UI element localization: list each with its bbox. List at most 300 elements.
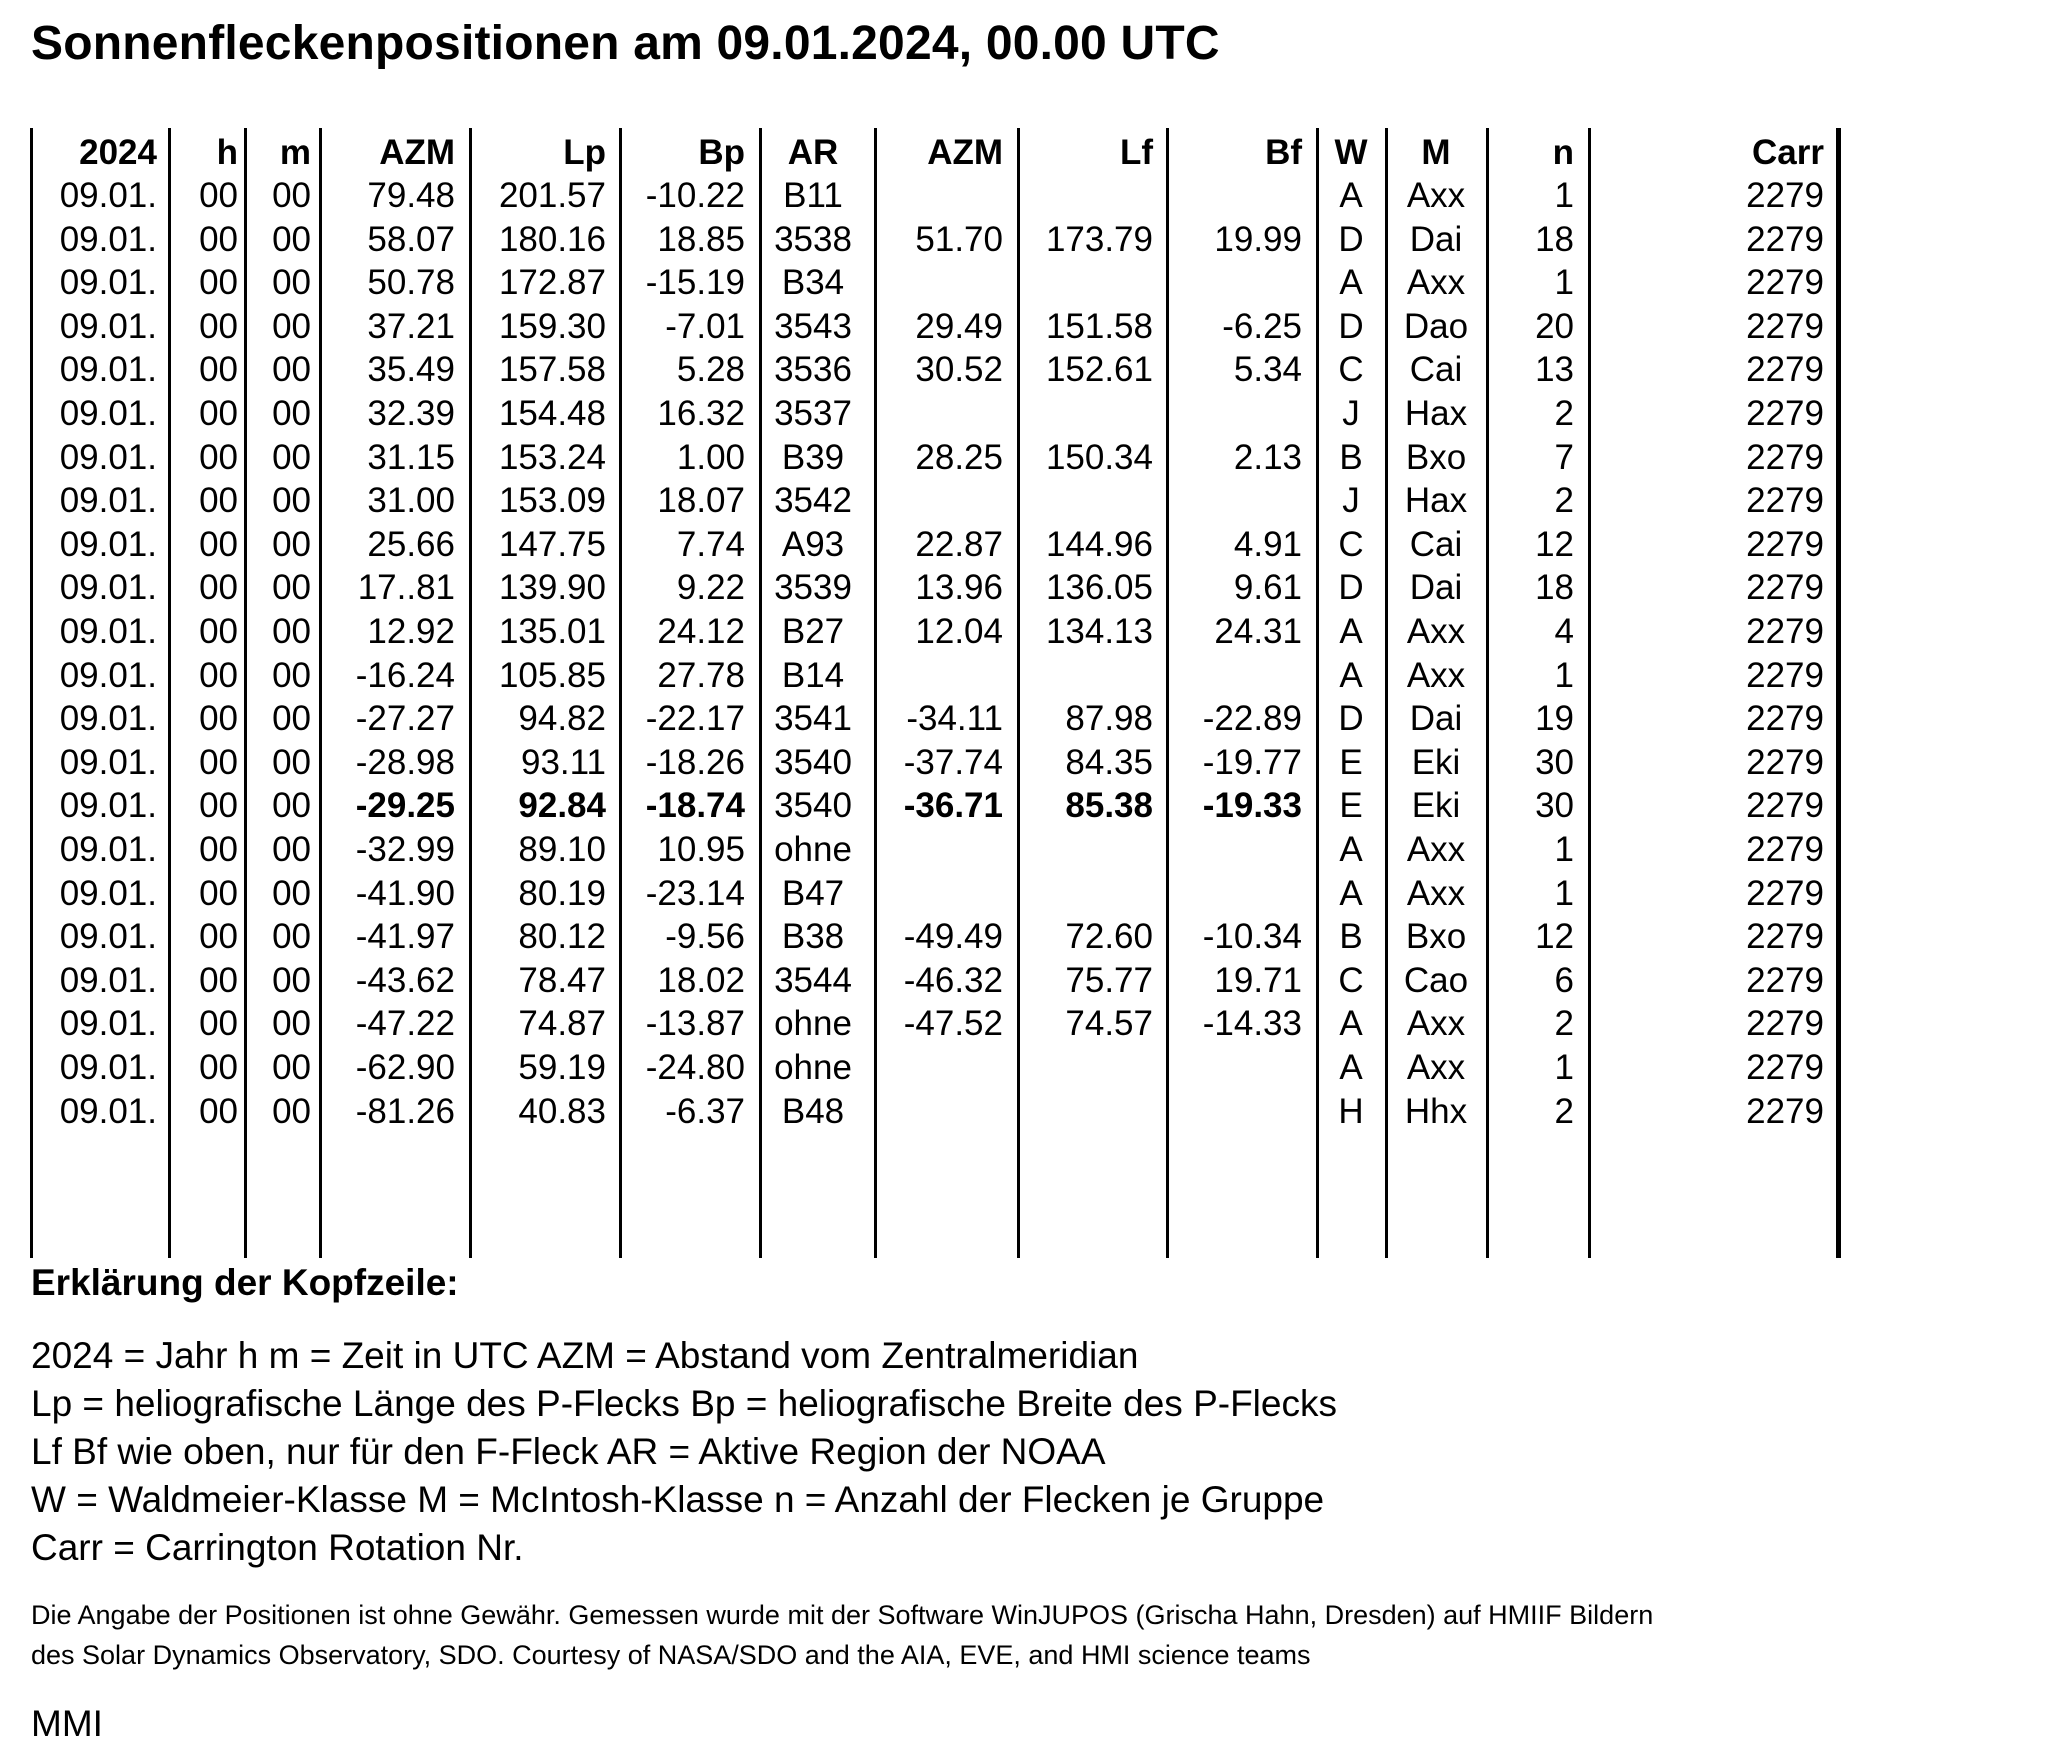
cell-lp: 105.85	[498, 655, 606, 695]
cell-bf: 9.61	[1233, 568, 1302, 608]
table-row	[0, 654, 1850, 698]
cell-bp: 18.85	[657, 219, 745, 259]
cell-azm-f: -34.11	[906, 699, 1003, 739]
table-row	[0, 436, 1850, 480]
cell-carrington: 2279	[1746, 350, 1824, 390]
table-header-row	[0, 131, 1850, 175]
cell-ar: ohne	[774, 1048, 852, 1087]
cell-lf	[1021, 872, 1153, 916]
cell-mcintosh: Hhx	[1404, 1091, 1468, 1131]
cell-waldmeier: D	[1338, 306, 1364, 346]
cell-date: 09.01.	[59, 786, 157, 826]
legend-line: W = Waldmeier-Klasse M = McIntosh-Klasse n = Anzahl der Flecken je Gruppe	[31, 1479, 1325, 1520]
cell-mcintosh: Axx	[1406, 873, 1466, 913]
cell-azm-f	[878, 1090, 1003, 1134]
cell-lf	[1021, 828, 1153, 872]
table-row	[0, 828, 1850, 872]
cell-lp: 153.09	[498, 481, 606, 521]
cell-lp: 89.10	[518, 830, 606, 869]
cell-azm-p: 32.39	[367, 394, 455, 433]
cell-hour: 00	[199, 1004, 238, 1044]
cell-carrington: 2279	[1746, 786, 1824, 826]
cell-ar: B47	[781, 873, 845, 913]
cell-waldmeier: B	[1339, 437, 1363, 477]
cell-azm-f	[878, 174, 1003, 218]
cell-mcintosh: Eki	[1411, 786, 1461, 826]
cell-lp: 80.19	[518, 873, 606, 913]
cell-bf: -22.89	[1202, 699, 1302, 739]
cell-bf	[1170, 261, 1302, 305]
legend-line: Lf Bf wie oben, nur für den F-Fleck AR = Aktive Region der NOAA	[31, 1431, 1106, 1472]
cell-bp: -15.19	[645, 263, 745, 303]
cell-minute: 00	[272, 481, 311, 521]
legend-line: 2024 = Jahr h m = Zeit in UTC AZM = Abstand vom Zentralmeridian	[31, 1335, 1139, 1376]
cell-mcintosh: Axx	[1406, 830, 1466, 869]
cell-bf	[1170, 174, 1302, 218]
header-bf: Bf	[1265, 133, 1302, 172]
cell-waldmeier: E	[1339, 786, 1363, 826]
cell-azm-p: 35.49	[367, 350, 455, 390]
cell-ar: ohne	[774, 1004, 852, 1044]
cell-ar: 3544	[774, 960, 852, 1000]
cell-lp: 159.30	[498, 306, 606, 346]
cell-azm-p: 12.92	[367, 612, 455, 651]
cell-azm-p: 79.48	[367, 176, 455, 215]
table-row	[0, 261, 1850, 305]
cell-azm-f: 28.25	[915, 437, 1003, 477]
cell-azm-p: -41.97	[355, 917, 455, 957]
cell-hour: 00	[199, 786, 238, 826]
cell-ar: 3538	[774, 219, 852, 259]
cell-bp: 27.78	[657, 655, 745, 695]
cell-mcintosh: Axx	[1406, 612, 1466, 651]
table-row	[0, 915, 1850, 959]
cell-azm-f: 12.04	[915, 612, 1003, 651]
cell-date: 09.01.	[59, 1004, 157, 1044]
cell-date: 09.01.	[59, 263, 157, 303]
cell-ar: A93	[781, 524, 845, 564]
cell-date: 09.01.	[59, 568, 157, 608]
cell-ar: 3537	[774, 394, 852, 433]
cell-lf	[1021, 261, 1153, 305]
cell-minute: 00	[272, 742, 311, 782]
cell-hour: 00	[199, 699, 238, 739]
cell-azm-p: 58.07	[367, 219, 455, 259]
legend-line: Carr = Carrington Rotation Nr.	[31, 1527, 524, 1568]
cell-minute: 00	[272, 437, 311, 477]
table-row	[0, 1090, 1850, 1134]
cell-carrington: 2279	[1746, 306, 1824, 346]
cell-bp: 7.74	[676, 524, 745, 564]
cell-ar: B34	[781, 263, 845, 303]
cell-spot-count: 18	[1535, 219, 1574, 259]
cell-date: 09.01.	[59, 176, 157, 215]
cell-carrington: 2279	[1746, 176, 1824, 215]
cell-carrington: 2279	[1746, 568, 1824, 608]
cell-minute: 00	[272, 1091, 311, 1131]
cell-azm-p: -62.90	[355, 1048, 455, 1087]
cell-date: 09.01.	[59, 655, 157, 695]
cell-waldmeier: E	[1339, 742, 1363, 782]
cell-minute: 00	[272, 960, 311, 1000]
cell-lf: 84.35	[1065, 742, 1153, 782]
cell-bp: -6.37	[665, 1091, 745, 1131]
cell-waldmeier: J	[1342, 481, 1360, 521]
cell-azm-f	[878, 828, 1003, 872]
table-row	[0, 348, 1850, 392]
cell-ar: 3541	[774, 699, 852, 739]
cell-azm-f: 22.87	[915, 524, 1003, 564]
cell-lf: 134.13	[1045, 612, 1153, 651]
cell-mcintosh: Axx	[1406, 176, 1466, 215]
cell-bp: 5.28	[676, 350, 745, 390]
cell-lp: 93.11	[521, 742, 606, 782]
cell-carrington: 2279	[1746, 1004, 1824, 1044]
cell-ar: 3543	[774, 306, 852, 346]
cell-mcintosh: Axx	[1406, 263, 1466, 303]
disclaimer-line: Die Angabe der Positionen ist ohne Gewähr. Gemessen wurde mit der Software WinJUPOS (Grischa Hahn, Dresden) auf HMIIF Bildern	[31, 1600, 1654, 1630]
cell-azm-f: 13.96	[915, 568, 1003, 608]
cell-lp: 80.12	[518, 917, 606, 957]
cell-ar: B48	[781, 1091, 845, 1131]
cell-minute: 00	[272, 263, 311, 303]
cell-bf	[1170, 828, 1302, 872]
cell-date: 09.01.	[59, 830, 157, 869]
cell-date: 09.01.	[59, 742, 157, 782]
cell-lp: 201.57	[498, 176, 606, 215]
cell-spot-count: 6	[1554, 960, 1574, 1000]
cell-minute: 00	[272, 917, 311, 957]
cell-spot-count: 30	[1535, 742, 1574, 782]
cell-ar: B39	[781, 437, 845, 477]
cell-date: 09.01.	[59, 350, 157, 390]
cell-bf: -6.25	[1222, 306, 1302, 346]
cell-mcintosh: Cai	[1409, 350, 1463, 390]
cell-spot-count: 30	[1535, 786, 1574, 826]
cell-mcintosh: Axx	[1406, 1048, 1466, 1087]
cell-bp: -9.56	[665, 917, 745, 957]
cell-lf: 144.96	[1045, 524, 1153, 564]
cell-lp: 157.58	[498, 350, 606, 390]
cell-hour: 00	[199, 437, 238, 477]
header-azm-f: AZM	[927, 133, 1003, 172]
cell-azm-f	[878, 479, 1003, 523]
cell-hour: 00	[199, 524, 238, 564]
cell-carrington: 2279	[1746, 394, 1824, 433]
table-row	[0, 479, 1850, 523]
sunspot-table	[0, 128, 2060, 1258]
cell-lp: 135.01	[498, 612, 606, 651]
cell-azm-f	[878, 872, 1003, 916]
header-lf: Lf	[1119, 133, 1153, 172]
table-row	[0, 392, 1850, 436]
cell-bf: -14.33	[1202, 1004, 1302, 1044]
cell-spot-count: 1	[1554, 873, 1574, 913]
cell-spot-count: 18	[1535, 568, 1574, 608]
cell-date: 09.01.	[59, 873, 157, 913]
cell-azm-p: -32.99	[355, 830, 455, 869]
cell-azm-p: -41.90	[355, 873, 455, 913]
cell-carrington: 2279	[1746, 481, 1824, 521]
cell-lp: 74.87	[518, 1004, 606, 1044]
cell-bp: 1.00	[676, 437, 745, 477]
cell-mcintosh: Hax	[1404, 394, 1468, 433]
cell-bf: -19.33	[1202, 786, 1302, 826]
cell-bp: -23.14	[645, 873, 745, 913]
cell-bp: 18.07	[657, 481, 745, 521]
legend-lines	[31, 1332, 1337, 1572]
cell-bp: -22.17	[645, 699, 745, 739]
cell-hour: 00	[199, 742, 238, 782]
cell-carrington: 2279	[1746, 524, 1824, 564]
cell-carrington: 2279	[1746, 830, 1824, 869]
cell-bp: 24.12	[657, 612, 745, 651]
cell-mcintosh: Eki	[1411, 742, 1461, 782]
cell-mcintosh: Bxo	[1405, 917, 1467, 957]
cell-bp: -10.22	[645, 176, 745, 215]
cell-hour: 00	[199, 830, 238, 869]
cell-waldmeier: A	[1339, 655, 1363, 695]
cell-minute: 00	[272, 1004, 311, 1044]
cell-hour: 00	[199, 1091, 238, 1131]
cell-date: 09.01.	[59, 917, 157, 957]
cell-minute: 00	[272, 176, 311, 215]
cell-spot-count: 4	[1554, 612, 1574, 651]
cell-bf: -10.34	[1202, 917, 1302, 957]
cell-waldmeier: C	[1338, 960, 1364, 1000]
header-waldmeier: W	[1334, 133, 1368, 172]
cell-mcintosh: Bxo	[1405, 437, 1467, 477]
cell-bf: 19.71	[1214, 960, 1302, 1000]
header-minute: m	[279, 133, 311, 172]
cell-minute: 00	[272, 612, 311, 651]
cell-lp: 92.84	[518, 786, 606, 826]
cell-bf: 5.34	[1233, 350, 1302, 390]
table-row	[0, 610, 1850, 654]
cell-bf	[1170, 1046, 1302, 1090]
cell-hour: 00	[199, 655, 238, 695]
cell-ar: 3542	[774, 481, 852, 521]
table-row	[0, 697, 1850, 741]
cell-date: 09.01.	[59, 306, 157, 346]
header-hour: h	[216, 133, 238, 172]
cell-spot-count: 20	[1535, 306, 1574, 346]
cell-hour: 00	[199, 350, 238, 390]
cell-lp: 139.90	[498, 568, 606, 608]
cell-minute: 00	[272, 699, 311, 739]
cell-ar: B38	[781, 917, 845, 957]
cell-spot-count: 12	[1535, 917, 1574, 957]
header-date: 2024	[79, 133, 157, 172]
cell-waldmeier: B	[1339, 917, 1363, 957]
cell-azm-f: 29.49	[915, 306, 1003, 346]
table-row	[0, 1046, 1850, 1090]
cell-waldmeier: A	[1339, 263, 1363, 303]
cell-waldmeier: A	[1339, 1004, 1363, 1044]
cell-lp: 40.83	[518, 1091, 606, 1131]
cell-ar: B11	[783, 176, 843, 215]
cell-lf: 74.57	[1065, 1004, 1153, 1044]
cell-azm-p: -29.25	[355, 786, 455, 826]
cell-waldmeier: A	[1339, 830, 1363, 869]
cell-bp: -24.80	[645, 1048, 745, 1087]
cell-azm-p: -27.27	[355, 699, 455, 739]
cell-mcintosh: Dai	[1409, 219, 1463, 259]
cell-carrington: 2279	[1746, 742, 1824, 782]
cell-spot-count: 13	[1535, 350, 1574, 390]
cell-spot-count: 1	[1554, 176, 1574, 215]
cell-bf	[1170, 1090, 1302, 1134]
cell-minute: 00	[272, 394, 311, 433]
cell-minute: 00	[272, 786, 311, 826]
cell-date: 09.01.	[59, 1048, 157, 1087]
cell-carrington: 2279	[1746, 1048, 1824, 1087]
cell-carrington: 2279	[1746, 699, 1824, 739]
cell-bf	[1170, 654, 1302, 698]
cell-lf: 75.77	[1065, 960, 1153, 1000]
cell-azm-f: 51.70	[915, 219, 1003, 259]
cell-lp: 78.47	[518, 960, 606, 1000]
cell-date: 09.01.	[59, 437, 157, 477]
cell-bp: -18.74	[645, 786, 745, 826]
cell-carrington: 2279	[1746, 437, 1824, 477]
cell-lf	[1021, 1090, 1153, 1134]
cell-date: 09.01.	[59, 394, 157, 433]
table-row	[0, 305, 1850, 349]
cell-lp: 153.24	[498, 437, 606, 477]
cell-spot-count: 1	[1554, 830, 1574, 869]
cell-spot-count: 2	[1554, 1091, 1574, 1131]
cell-waldmeier: J	[1342, 394, 1360, 433]
cell-lp: 147.75	[498, 524, 606, 564]
cell-waldmeier: A	[1339, 873, 1363, 913]
cell-ar: ohne	[774, 830, 852, 869]
cell-minute: 00	[272, 830, 311, 869]
cell-carrington: 2279	[1746, 917, 1824, 957]
cell-hour: 00	[199, 176, 238, 215]
cell-bp: -18.26	[645, 742, 745, 782]
cell-ar: 3539	[774, 568, 852, 608]
cell-mcintosh: Axx	[1406, 655, 1466, 695]
cell-bf: 19.99	[1214, 219, 1302, 259]
cell-hour: 00	[199, 568, 238, 608]
cell-mcintosh: Hax	[1404, 481, 1468, 521]
cell-lp: 180.16	[498, 219, 606, 259]
disclaimer-line: des Solar Dynamics Observatory, SDO. Courtesy of NASA/SDO and the AIA, EVE, and HMI science teams	[31, 1640, 1311, 1670]
cell-minute: 00	[272, 306, 311, 346]
cell-spot-count: 2	[1554, 481, 1574, 521]
cell-mcintosh: Cao	[1403, 960, 1469, 1000]
cell-waldmeier: H	[1338, 1091, 1364, 1131]
cell-azm-f: -36.71	[903, 786, 1003, 826]
cell-date: 09.01.	[59, 612, 157, 651]
header-bp: Bp	[698, 133, 745, 172]
table-row	[0, 872, 1850, 916]
cell-bf: 2.13	[1233, 437, 1302, 477]
cell-waldmeier: C	[1338, 524, 1364, 564]
cell-azm-p: -28.98	[355, 742, 455, 782]
cell-bp: 18.02	[657, 960, 745, 1000]
cell-hour: 00	[199, 1048, 238, 1087]
cell-hour: 00	[199, 306, 238, 346]
header-ar: AR	[787, 133, 839, 172]
cell-azm-f	[878, 1046, 1003, 1090]
cell-azm-p: 50.78	[367, 263, 455, 303]
cell-azm-p: 25.66	[367, 524, 455, 564]
cell-carrington: 2279	[1746, 263, 1824, 303]
cell-azm-p: -81.26	[355, 1091, 455, 1131]
cell-azm-p: -16.24	[355, 655, 455, 695]
cell-ar: B14	[781, 655, 845, 695]
cell-bp: 9.22	[676, 568, 745, 608]
cell-bf: -19.77	[1202, 742, 1302, 782]
cell-mcintosh: Axx	[1406, 1004, 1466, 1044]
cell-ar: 3536	[774, 350, 852, 390]
cell-lf: 173.79	[1045, 219, 1153, 259]
cell-hour: 00	[199, 873, 238, 913]
disclaimer	[31, 1595, 1653, 1675]
table-row	[0, 218, 1850, 262]
table-row	[0, 784, 1850, 828]
table-row	[0, 741, 1850, 785]
table-row	[0, 566, 1850, 610]
cell-bp: -13.87	[645, 1004, 745, 1044]
cell-azm-f: 30.52	[915, 350, 1003, 390]
cell-azm-f: -37.74	[903, 742, 1003, 782]
cell-waldmeier: A	[1339, 176, 1363, 215]
cell-bf: 24.31	[1214, 612, 1302, 651]
cell-spot-count: 1	[1554, 1048, 1574, 1087]
cell-mcintosh: Dai	[1409, 699, 1463, 739]
cell-waldmeier: C	[1338, 350, 1364, 390]
cell-lf	[1021, 392, 1153, 436]
cell-azm-p: -47.22	[355, 1004, 455, 1044]
cell-azm-f	[878, 261, 1003, 305]
cell-azm-p: -43.62	[355, 960, 455, 1000]
table-row	[0, 959, 1850, 1003]
cell-mcintosh: Dai	[1409, 568, 1463, 608]
cell-ar: 3540	[774, 742, 852, 782]
cell-mcintosh: Dao	[1403, 306, 1469, 346]
legend	[31, 1262, 1337, 1572]
page-title: Sonnenfleckenpositionen am 09.01.2024, 00.00 UTC	[31, 17, 1220, 70]
cell-waldmeier: A	[1339, 1048, 1363, 1087]
cell-minute: 00	[272, 1048, 311, 1087]
cell-carrington: 2279	[1746, 960, 1824, 1000]
cell-azm-f	[878, 392, 1003, 436]
cell-lp: 59.19	[518, 1048, 606, 1087]
cell-lf: 136.05	[1045, 568, 1153, 608]
cell-waldmeier: D	[1338, 219, 1364, 259]
cell-azm-f: -46.32	[903, 960, 1003, 1000]
cell-date: 09.01.	[59, 481, 157, 521]
cell-lf: 85.38	[1065, 786, 1153, 826]
cell-hour: 00	[199, 612, 238, 651]
cell-hour: 00	[199, 394, 238, 433]
cell-minute: 00	[272, 655, 311, 695]
cell-lf: 87.98	[1065, 699, 1153, 739]
cell-spot-count: 1	[1554, 263, 1574, 303]
cell-azm-f	[878, 654, 1003, 698]
table-row	[0, 174, 1850, 218]
legend-line: Lp = heliografische Länge des P-Flecks Bp = heliografische Breite des P-Flecks	[31, 1383, 1337, 1424]
header-spot-count: n	[1552, 133, 1574, 172]
cell-waldmeier: D	[1338, 568, 1364, 608]
cell-azm-p: 31.15	[367, 437, 455, 477]
cell-hour: 00	[199, 917, 238, 957]
cell-lf: 150.34	[1045, 437, 1153, 477]
cell-waldmeier: A	[1339, 612, 1363, 651]
